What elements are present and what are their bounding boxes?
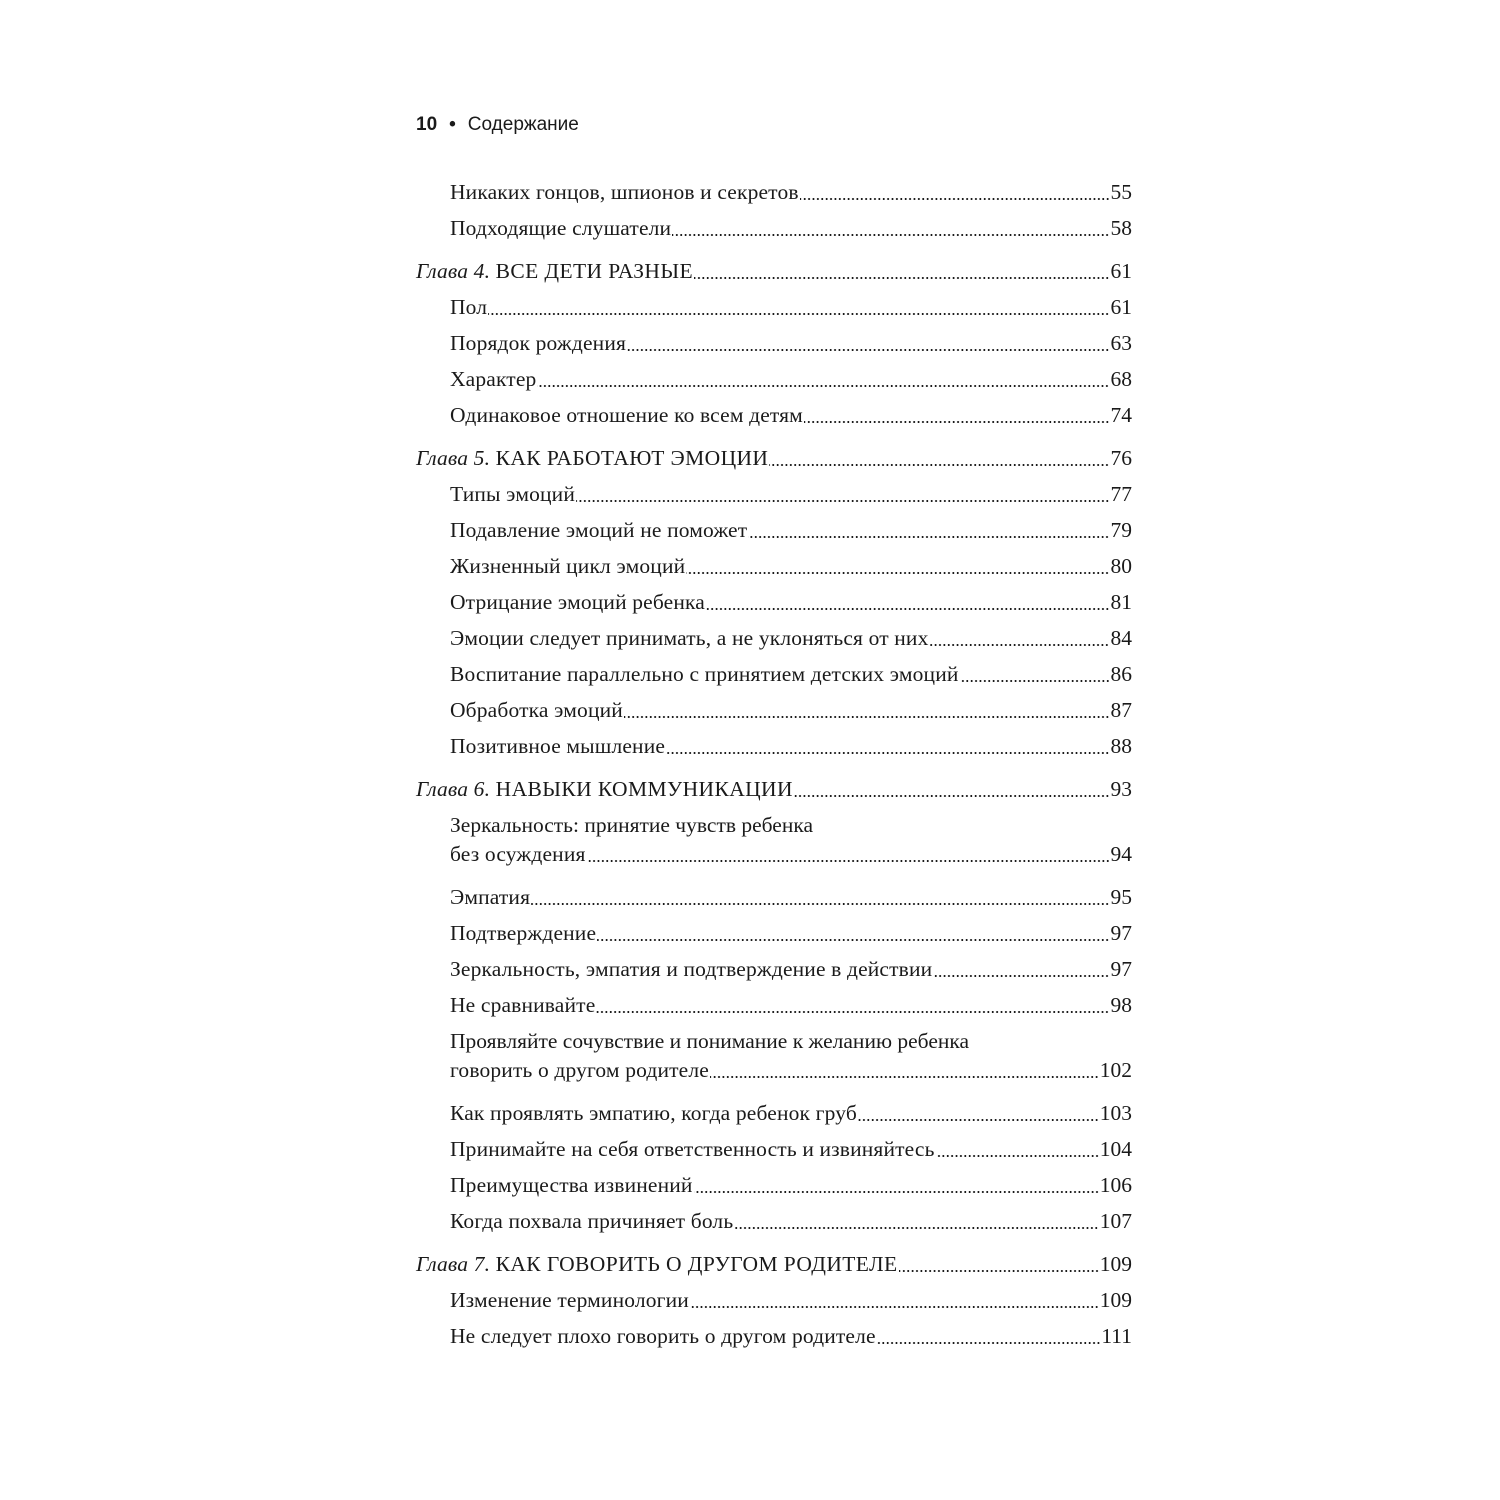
- toc-section-entry[interactable]: [416, 365, 1132, 394]
- dot-leader: [627, 329, 1109, 358]
- page-ref: 68: [1110, 367, 1132, 391]
- section-title: Характер: [450, 367, 537, 391]
- page-ref: 81: [1110, 590, 1132, 614]
- dot-leader: [624, 696, 1110, 725]
- dot-leader: [794, 775, 1110, 804]
- section-title: Подходящие слушатели: [450, 216, 672, 240]
- separator-bullet: •: [449, 114, 456, 135]
- toc-section-entry[interactable]: [416, 1171, 1132, 1200]
- toc-chapter-entry[interactable]: [416, 775, 1132, 804]
- section-title: Зеркальность, эмпатия и подтверждение в действии: [450, 957, 933, 981]
- toc-section-entry[interactable]: [416, 1099, 1132, 1128]
- page-ref: 97: [1110, 921, 1132, 945]
- dot-leader: [858, 1099, 1099, 1128]
- toc-section-entry[interactable]: [416, 214, 1132, 243]
- section-title: Преимущества извинений: [450, 1173, 693, 1197]
- dot-leader: [576, 480, 1110, 509]
- page-ref: 61: [1110, 259, 1132, 283]
- page-ref: 93: [1110, 777, 1132, 801]
- running-head-title: Содержание: [467, 114, 579, 135]
- book-page: [416, 0, 1132, 1500]
- dot-leader: [804, 401, 1110, 430]
- page-ref: 95: [1110, 885, 1132, 909]
- chapter-label: Глава 4.: [416, 259, 491, 283]
- toc-section-entry[interactable]: [416, 588, 1132, 617]
- section-title: Типы эмоций: [450, 482, 575, 506]
- toc-section-entry[interactable]: [416, 1286, 1132, 1315]
- section-title: Эмпатия: [450, 885, 531, 909]
- toc-chapter-entry[interactable]: [416, 257, 1132, 286]
- page-ref: 80: [1110, 554, 1132, 578]
- page-ref: 58: [1110, 216, 1132, 240]
- section-title: Жизненный цикл эмоций: [450, 554, 686, 578]
- dot-leader: [666, 732, 1109, 761]
- dot-leader: [748, 516, 1109, 545]
- page-ref: 84: [1110, 626, 1132, 650]
- page-ref: 97: [1110, 957, 1132, 981]
- chapter-title: КАК ГОВОРИТЬ О ДРУГОМ РОДИТЕЛЕ: [495, 1252, 898, 1276]
- dot-leader: [694, 1171, 1099, 1200]
- toc-section-entry[interactable]: [416, 624, 1132, 653]
- section-title: Одинаковое отношение ко всем детям: [450, 403, 803, 427]
- section-title-line1: Зеркальность: принятие чувств ребенка: [450, 813, 814, 837]
- chapter-label: Глава 7.: [416, 1252, 491, 1276]
- page-ref: 107: [1099, 1209, 1132, 1233]
- section-title: Не следует плохо говорить о другом родителе: [450, 1324, 876, 1348]
- chapter-label: Глава 5.: [416, 446, 491, 470]
- dot-leader: [488, 293, 1109, 322]
- section-title: Подавление эмоций не поможет: [450, 518, 748, 542]
- toc-section-entry[interactable]: [416, 516, 1132, 545]
- section-title: Принимайте на себя ответственность и извиняйтесь: [450, 1137, 935, 1161]
- section-title: Не сравнивайте: [450, 993, 596, 1017]
- toc-section-entry[interactable]: [416, 1135, 1132, 1164]
- dot-leader: [672, 214, 1109, 243]
- running-head: [416, 111, 579, 139]
- page-ref: 111: [1101, 1324, 1132, 1348]
- page-ref: 104: [1099, 1137, 1132, 1161]
- page-ref: 74: [1110, 403, 1132, 427]
- dot-leader: [710, 1056, 1099, 1085]
- page-ref: 63: [1110, 331, 1132, 355]
- toc-section-entry[interactable]: [416, 883, 1132, 912]
- dot-leader: [686, 552, 1109, 581]
- dot-leader: [596, 991, 1109, 1020]
- toc-section-entry[interactable]: [416, 480, 1132, 509]
- section-title: Отрицание эмоций ребенка: [450, 590, 705, 614]
- toc-section-entry[interactable]: [416, 660, 1132, 689]
- dot-leader: [899, 1250, 1099, 1279]
- page-ref: 87: [1110, 698, 1132, 722]
- toc-section-entry[interactable]: [416, 955, 1132, 984]
- page-ref: 109: [1099, 1288, 1132, 1312]
- page-ref: 103: [1099, 1101, 1132, 1125]
- toc-chapter-entry[interactable]: [416, 1250, 1132, 1279]
- page-ref: 76: [1110, 446, 1132, 470]
- toc-section-entry[interactable]: [416, 732, 1132, 761]
- toc-section-entry[interactable]: [416, 329, 1132, 358]
- dot-leader: [587, 840, 1110, 869]
- chapter-title: КАК РАБОТАЮТ ЭМОЦИИ: [495, 446, 769, 470]
- page-number: 10: [416, 114, 438, 135]
- toc-section-entry[interactable]: [416, 696, 1132, 725]
- page-ref: 98: [1110, 993, 1132, 1017]
- dot-leader: [597, 919, 1109, 948]
- toc-section-entry[interactable]: [416, 1207, 1132, 1236]
- toc-section-entry[interactable]: [416, 919, 1132, 948]
- toc-section-entry[interactable]: [416, 552, 1132, 581]
- dot-leader: [936, 1135, 1099, 1164]
- page-ref: 86: [1110, 662, 1132, 686]
- section-title: Никаких гонцов, шпионов и секретов: [450, 180, 799, 204]
- section-title-line2: говорить о другом родителе: [450, 1058, 709, 1082]
- dot-leader: [877, 1322, 1101, 1351]
- dot-leader: [531, 883, 1109, 912]
- section-title: Подтверждение: [450, 921, 597, 945]
- toc-chapter-entry[interactable]: [416, 444, 1132, 473]
- section-title-line1: Проявляйте сочувствие и понимание к желанию ребенка: [450, 1029, 970, 1053]
- chapter-label: Глава 6.: [416, 777, 491, 801]
- dot-leader: [537, 365, 1109, 394]
- dot-leader: [960, 660, 1110, 689]
- section-title: Позитивное мышление: [450, 734, 666, 758]
- chapter-title: НАВЫКИ КОММУНИКАЦИИ: [495, 777, 793, 801]
- dot-leader: [734, 1207, 1098, 1236]
- page-ref: 109: [1099, 1252, 1132, 1276]
- toc-section-entry[interactable]: [416, 811, 1132, 876]
- section-title: Эмоции следует принимать, а не уклоняться от них: [450, 626, 929, 650]
- page-ref: 88: [1110, 734, 1132, 758]
- section-title: Изменение терминологии: [450, 1288, 689, 1312]
- toc-section-entry[interactable]: [416, 293, 1132, 322]
- section-title: Воспитание параллельно с принятием детских эмоций: [450, 662, 959, 686]
- dot-leader: [800, 178, 1110, 207]
- section-title: Обработка эмоций: [450, 698, 623, 722]
- toc-section-entry[interactable]: [416, 1027, 1132, 1092]
- page-ref: 77: [1110, 482, 1132, 506]
- chapter-title: ВСЕ ДЕТИ РАЗНЫЕ: [495, 259, 694, 283]
- page-ref: 102: [1099, 1058, 1132, 1082]
- dot-leader: [706, 588, 1110, 617]
- section-title-line2: без осуждения: [450, 842, 586, 866]
- dot-leader: [694, 257, 1109, 286]
- toc-section-entry[interactable]: [416, 401, 1132, 430]
- dot-leader: [690, 1286, 1099, 1315]
- section-title: Когда похвала причиняет боль: [450, 1209, 734, 1233]
- page-ref: 94: [1110, 842, 1132, 866]
- page-ref: 79: [1110, 518, 1132, 542]
- page-ref: 55: [1110, 180, 1132, 204]
- toc-section-entry[interactable]: [416, 991, 1132, 1020]
- section-title: Порядок рождения: [450, 331, 627, 355]
- section-title: Как проявлять эмпатию, когда ребенок груб: [450, 1101, 857, 1125]
- section-title: Пол: [450, 295, 488, 319]
- page-ref: 61: [1110, 295, 1132, 319]
- dot-leader: [933, 955, 1109, 984]
- dot-leader: [769, 444, 1109, 473]
- page-ref: 106: [1099, 1173, 1132, 1197]
- dot-leader: [929, 624, 1109, 653]
- toc-section-entry[interactable]: [416, 178, 1132, 207]
- toc-section-entry[interactable]: [416, 1322, 1132, 1351]
